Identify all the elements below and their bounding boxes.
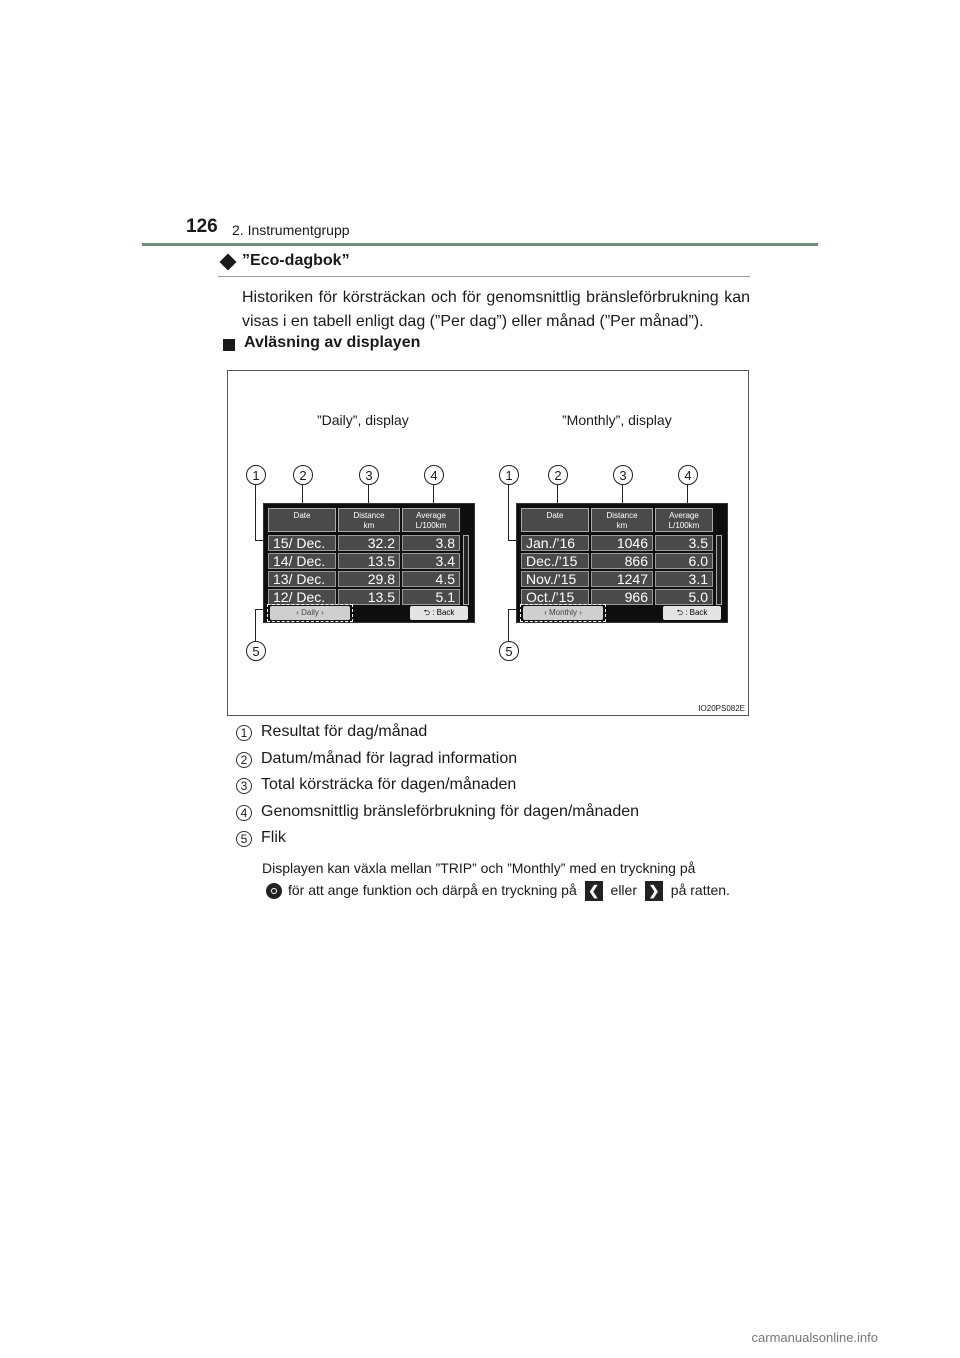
- legend-text: Genomsnittlig bränsleförbrukning för dagen/månaden: [261, 803, 640, 820]
- average-header: Average L/100km: [655, 508, 713, 532]
- monthly-display-label: ”Monthly”, display: [562, 412, 672, 428]
- header-rule: [142, 243, 818, 246]
- table-cell: 866: [591, 553, 653, 569]
- daily-tab[interactable]: ‹ Daily ›: [270, 606, 350, 620]
- table-cell: 1247: [591, 571, 653, 587]
- legend-text: Resultat för dag/månad: [261, 723, 428, 740]
- table-cell: 15/ Dec.: [268, 535, 336, 551]
- table-cell: 5.0: [655, 589, 713, 605]
- subheading: Avläsning av displayen: [244, 334, 421, 351]
- table-cell: 13.5: [338, 553, 400, 569]
- legend-number: 3: [236, 778, 252, 794]
- display-figure: [227, 370, 749, 716]
- leader-line: [508, 485, 509, 540]
- note-line-1: Displayen kan växla mellan ”TRIP” och ”Monthly” med en tryckning på: [262, 860, 696, 876]
- table-cell: 3.8: [402, 535, 460, 551]
- callout-5-daily: 5: [246, 641, 266, 661]
- distance-header: Distance km: [591, 508, 653, 532]
- daily-display-label: ”Daily”, display: [317, 412, 409, 428]
- section-title: ”Eco-dagbok”: [242, 252, 350, 269]
- note-line-2: [262, 879, 746, 901]
- table-cell: Jan./’16: [521, 535, 589, 551]
- leader-line: [255, 609, 256, 641]
- table-cell: 32.2: [338, 535, 400, 551]
- callout-2-monthly: 2: [548, 465, 568, 485]
- legend-text: Flik: [261, 829, 286, 846]
- table-cell: 12/ Dec.: [268, 589, 336, 605]
- date-header: Date: [521, 508, 589, 532]
- back-button[interactable]: ⮌ : Back: [663, 606, 721, 620]
- callout-5-monthly: 5: [499, 641, 519, 661]
- note-text-b: eller: [610, 882, 637, 898]
- scroll-bar[interactable]: [463, 535, 469, 605]
- table-cell: 4.5: [402, 571, 460, 587]
- table-cell: 14/ Dec.: [268, 553, 336, 569]
- callout-4-daily: 4: [424, 465, 444, 485]
- legend-number: 2: [236, 752, 252, 768]
- legend-text: Total körsträcka för dagen/månaden: [261, 776, 517, 793]
- monthly-tab[interactable]: ‹ Monthly ›: [523, 606, 603, 620]
- square-bullet-icon: [223, 339, 235, 351]
- table-cell: 6.0: [655, 553, 713, 569]
- legend-number: 1: [236, 725, 252, 741]
- intro-paragraph: Historiken för körsträckan och för genomsnittlig bränsleförbrukning kan visas i en tabell enligt dag (”Per dag”) eller månad (”Per månad”).: [242, 289, 750, 330]
- legend-number: 4: [236, 805, 252, 821]
- callout-1-monthly: 1: [499, 465, 519, 485]
- diamond-bullet-icon: [220, 254, 237, 271]
- page-number: 126: [186, 216, 218, 237]
- note-text-c: på ratten.: [670, 882, 730, 898]
- table-cell: 1046: [591, 535, 653, 551]
- right-arrow-icon: ❯: [645, 881, 663, 901]
- table-cell: Oct./’15: [521, 589, 589, 605]
- watermark: carmanualsonline.info: [751, 1330, 878, 1345]
- legend-number: 5: [236, 831, 252, 847]
- distance-header: Distance km: [338, 508, 400, 532]
- leader-line: [255, 485, 256, 540]
- table-cell: 13.5: [338, 589, 400, 605]
- note-text-a: för att ange funktion och därpå en tryckning på: [288, 882, 577, 898]
- table-cell: 5.1: [402, 589, 460, 605]
- table-cell: 13/ Dec.: [268, 571, 336, 587]
- leader-line: [508, 609, 509, 641]
- section-rule: [218, 276, 750, 277]
- left-arrow-icon: ❮: [585, 881, 603, 901]
- date-header: Date: [268, 508, 336, 532]
- table-cell: Dec./’15: [521, 553, 589, 569]
- back-button[interactable]: ⮌ : Back: [410, 606, 468, 620]
- table-cell: 966: [591, 589, 653, 605]
- chapter-title: 2. Instrumentgrupp: [232, 222, 350, 238]
- callout-1-daily: 1: [246, 465, 266, 485]
- callout-4-monthly: 4: [678, 465, 698, 485]
- table-cell: Nov./’15: [521, 571, 589, 587]
- knob-icon: [266, 883, 282, 899]
- table-cell: 3.1: [655, 571, 713, 587]
- daily-screen: [263, 503, 475, 623]
- note-paragraph: [262, 857, 746, 901]
- callout-3-monthly: 3: [613, 465, 633, 485]
- legend-text: Datum/månad för lagrad information: [261, 750, 518, 767]
- figure-code: IO20PS082E: [698, 704, 745, 713]
- table-cell: 29.8: [338, 571, 400, 587]
- callout-2-daily: 2: [293, 465, 313, 485]
- scroll-bar[interactable]: [716, 535, 722, 605]
- table-cell: 3.4: [402, 553, 460, 569]
- average-header: Average L/100km: [402, 508, 460, 532]
- callout-3-daily: 3: [359, 465, 379, 485]
- monthly-screen: [516, 503, 728, 623]
- table-cell: 3.5: [655, 535, 713, 551]
